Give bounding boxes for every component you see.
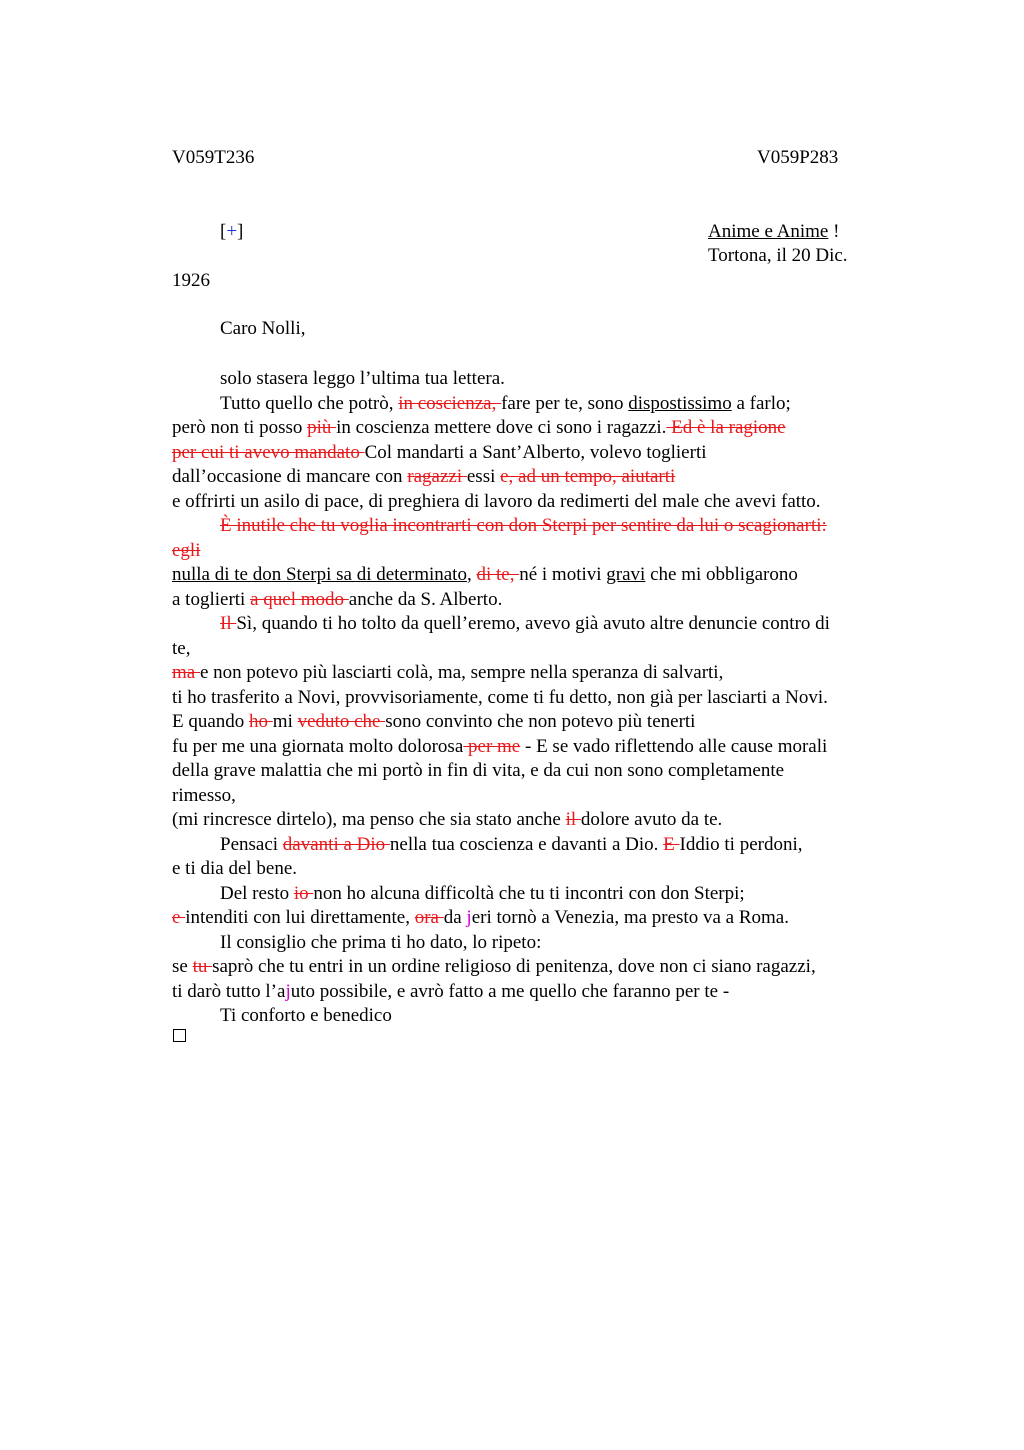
letter-line xyxy=(172,735,892,760)
letter-line xyxy=(172,759,892,784)
place-date: Tortona, il 20 Dic. xyxy=(708,245,848,266)
text-segment: e non potevo più lasciarti colà, ma, sempre nella speranza di salvarti, xyxy=(199,662,724,683)
text-segment: se xyxy=(172,956,193,977)
text-segment: te, xyxy=(172,637,191,659)
letter-line xyxy=(172,612,892,637)
letter-line xyxy=(172,1004,892,1029)
cross-marker: [+] xyxy=(220,221,244,242)
text-segment: dolore avuto da te. xyxy=(580,809,723,830)
deleted-text: davanti a Dio xyxy=(282,833,390,855)
text-segment: Del resto xyxy=(220,882,294,904)
deleted-text: Il xyxy=(220,613,237,634)
deleted-text: Ed è la ragione xyxy=(666,417,786,438)
text-segment: eri tornò a Venezia, ma presto va a Roma. xyxy=(471,907,789,928)
text-segment: e ti dia del bene. xyxy=(172,858,298,879)
text-segment: E quando xyxy=(172,711,250,732)
letter-line xyxy=(172,539,892,564)
text-segment: fare per te, sono xyxy=(501,392,629,414)
letter-line xyxy=(172,955,892,980)
salutation: Caro Nolli, xyxy=(220,318,306,339)
deleted-text: di te, xyxy=(476,564,520,585)
text-segment: - E se vado riflettendo alle cause morali xyxy=(520,735,828,757)
text-segment: a toglierti xyxy=(172,588,251,610)
underlined-text: dispostissimo xyxy=(628,392,732,414)
text-segment: mi xyxy=(272,711,298,732)
letter-line xyxy=(172,588,892,613)
text-segment: Sì, quando ti ho tolto da quell’eremo, avevo già avuto altre denuncie contro di xyxy=(236,613,830,634)
deleted-text: tu xyxy=(192,956,213,977)
letter-line xyxy=(172,686,892,711)
deleted-text: io xyxy=(293,882,314,904)
text-segment: intenditi con lui direttamente, xyxy=(185,907,415,928)
text-segment: Tutto quello che potrò, xyxy=(220,392,399,414)
text-segment: solo stasera leggo l’ultima tua lettera. xyxy=(220,368,505,389)
letter-line xyxy=(172,441,892,466)
letter-body xyxy=(172,367,892,1029)
motto: Anime e Anime ! xyxy=(708,221,840,242)
text-segment: Pensaci xyxy=(220,833,283,855)
text-segment: però non ti posso xyxy=(172,417,308,438)
text-segment: rimesso, xyxy=(172,784,236,806)
text-segment: , xyxy=(466,564,477,585)
deleted-text: per cui ti avevo mandato xyxy=(172,441,365,463)
text-segment: uto possibile, e avrò fatto a me quello che faranno per te - xyxy=(290,980,730,1002)
text-segment: dall’occasione di mancare con xyxy=(172,466,408,487)
deleted-text: E xyxy=(663,833,680,855)
deleted-text: ho xyxy=(249,711,273,732)
letter-line xyxy=(172,367,892,392)
letter-line xyxy=(172,980,892,1005)
letter-line xyxy=(172,906,892,931)
inserted-letter: j xyxy=(285,980,291,1002)
document-code-right: V059P283 xyxy=(757,147,839,168)
letter-line xyxy=(172,661,892,686)
letter-line xyxy=(172,392,892,417)
text-segment: Ti conforto e benedico xyxy=(220,1005,392,1026)
text-segment: non ho alcuna difficoltà che tu ti incontri con don Sterpi; xyxy=(313,882,745,904)
deleted-text: egli xyxy=(172,539,201,561)
text-segment: sono convinto che non potevo più tenerti xyxy=(385,711,696,732)
text-segment: né i motivi xyxy=(519,564,607,585)
letter-line xyxy=(172,465,892,490)
text-segment: della grave malattia che mi portò in fin di vita, e da cui non sono completamente xyxy=(172,760,785,781)
end-box-icon xyxy=(173,1029,186,1042)
text-segment: in coscienza mettere dove ci sono i ragazzi. xyxy=(336,417,667,438)
text-segment: saprò che tu entri in un ordine religioso di penitenza, dove non ci siano ragazzi, xyxy=(212,956,816,977)
text-segment: Col mandarti a Sant’Alberto, volevo toglierti xyxy=(364,441,707,463)
text-segment: Iddio ti perdoni, xyxy=(679,833,803,855)
text-segment: fu per me una giornata molto dolorosa xyxy=(172,735,464,757)
text-segment: ti darò tutto l’a xyxy=(172,980,286,1002)
letter-line xyxy=(172,710,892,735)
letter-line xyxy=(172,637,892,662)
letter-line xyxy=(172,416,892,441)
plus-icon: + xyxy=(226,221,238,242)
text-segment: e offrirti un asilo di pace, di preghiera di lavoro da redimerti del male che avevi fatto. xyxy=(172,490,821,512)
text-segment: anche da S. Alberto. xyxy=(348,588,503,610)
document-code-left: V059T236 xyxy=(172,147,255,168)
letter-line xyxy=(172,882,892,907)
deleted-text: e xyxy=(172,907,186,928)
year: 1926 xyxy=(172,270,210,291)
deleted-text: ragazzi xyxy=(407,466,467,487)
text-segment: da xyxy=(443,907,467,928)
deleted-text: ora xyxy=(414,907,444,928)
letter-line xyxy=(172,563,892,588)
text-segment: ti ho trasferito a Novi, provvisoriamente, come ti fu detto, non già per lasciarti a Novi. xyxy=(172,686,828,708)
deleted-text: È inutile che tu voglia incontrarti con don Sterpi per sentire da lui o scagionarti: xyxy=(220,515,827,536)
text-segment: a farlo; xyxy=(731,392,791,414)
letter-line xyxy=(172,490,892,515)
deleted-text: più xyxy=(307,417,337,438)
deleted-text: a quel modo xyxy=(250,588,349,610)
text-segment: (mi rincresce dirtelo), ma penso che sia stato anche xyxy=(172,809,566,830)
deleted-text: il xyxy=(565,809,581,830)
letter-line xyxy=(172,514,892,539)
deleted-text: in coscienza, xyxy=(398,392,502,414)
underlined-text: nulla di te don Sterpi sa di determinato xyxy=(172,564,467,585)
letter-line xyxy=(172,784,892,809)
inserted-letter: j xyxy=(466,907,472,928)
text-segment: essi xyxy=(466,466,501,487)
deleted-text: e, ad un tempo, aiutarti xyxy=(500,466,676,487)
deleted-text: veduto che xyxy=(297,711,386,732)
text-segment: che mi obbligarono xyxy=(645,564,798,585)
letter-line xyxy=(172,833,892,858)
letter-line xyxy=(172,808,892,833)
text-segment: Il consiglio che prima ti ho dato, lo ripeto: xyxy=(220,931,542,953)
deleted-text: ma xyxy=(172,662,200,683)
letter-line xyxy=(172,931,892,956)
deleted-text: per me xyxy=(463,735,521,757)
text-segment: nella tua coscienza e davanti a Dio. xyxy=(389,833,664,855)
underlined-text: gravi xyxy=(606,564,646,585)
letter-line xyxy=(172,857,892,882)
